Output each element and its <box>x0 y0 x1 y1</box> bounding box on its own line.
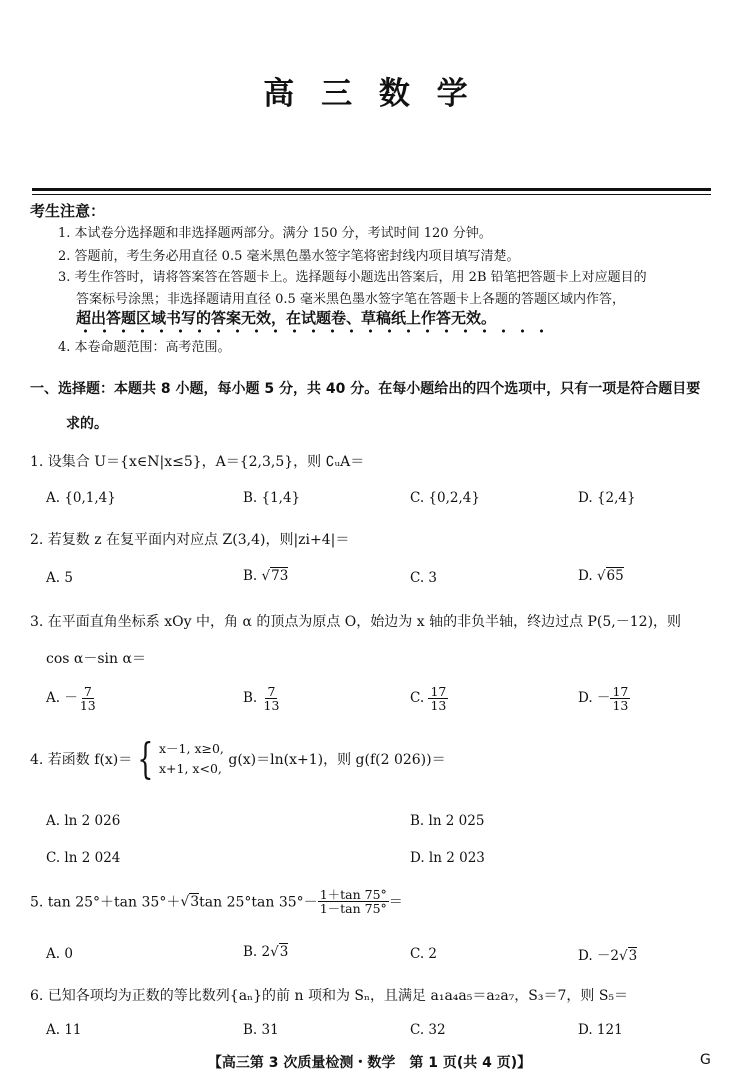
question-5-option-b-prefix: B. 2 <box>243 944 271 960</box>
question-3-option-c <box>410 685 448 712</box>
question-4-stem <box>30 734 446 783</box>
emphasis-dots <box>76 329 546 333</box>
fraction <box>610 685 630 712</box>
question-4-option-c: C. ln 2 024 <box>46 850 121 866</box>
sqrt-symbol: √3 <box>180 893 200 910</box>
sqrt-symbol: √3 <box>619 948 638 964</box>
question-5-stem <box>30 888 403 915</box>
question-1-option-c: C. {0,2,4} <box>410 490 480 506</box>
question-5-option-d <box>578 944 637 964</box>
numerator: 17 <box>612 684 629 699</box>
question-2-option-a: A. 5 <box>46 570 73 586</box>
question-4-option-b: B. ln 2 025 <box>410 813 485 829</box>
question-3-stem-cont: cos α－sin α＝ <box>46 651 146 667</box>
sqrt-symbol: √3 <box>270 944 289 960</box>
numerator: 7 <box>267 684 276 699</box>
question-4-option-d: D. ln 2 023 <box>410 850 485 866</box>
left-brace: { <box>137 734 154 783</box>
question-5-radicand: 3 <box>190 893 200 910</box>
question-5-option-b <box>243 944 288 960</box>
question-3-option-d <box>578 685 630 712</box>
question-2-option-d-radicand: 65 <box>606 568 624 584</box>
question-5-option-d-prefix: D. －2 <box>578 948 620 964</box>
fraction <box>262 685 282 712</box>
question-1-stem: 1. 设集合 U＝{x∈N|x≤5}，A＝{2,3,5}，则 ∁ᵤA＝ <box>30 454 365 470</box>
question-2-option-b-prefix: B. <box>243 568 262 584</box>
question-6-stem: 6. 已知各项均为正数的等比数列{aₙ}的前 n 项和为 Sₙ，且满足 a₁a₄a₅＝a₂a₇，S₃＝7，则 S₅＝ <box>30 988 629 1004</box>
question-5-option-c: C. 2 <box>410 946 438 962</box>
question-1-option-b: B. {1,4} <box>243 490 301 506</box>
header-rule-thick <box>32 188 711 191</box>
piece-case-2: x+1, x<0, <box>159 761 222 776</box>
question-6-option-a: A. 11 <box>46 1022 82 1038</box>
numerator: 1＋tan 75° <box>319 887 387 902</box>
question-5-option-a: A. 0 <box>46 946 73 962</box>
notice-item-2: 2. 答题前，考生务必用直径 0.5 毫米黑色墨水签字笔将密封线内项目填写清楚。 <box>58 249 520 264</box>
question-5-stem-c: ＝ <box>388 894 403 911</box>
denominator: 13 <box>612 698 629 714</box>
notice-item-3-emphasis: 超出答题区域书写的答案无效，在试题卷、草稿纸上作答无效。 <box>76 309 497 327</box>
question-4-stem-prefix: 4. 若函数 f(x)＝ <box>30 752 133 768</box>
fraction <box>78 685 98 712</box>
question-2-stem: 2. 若复数 z 在复平面内对应点 Z(3,4)，则|zi+4|＝ <box>30 532 350 548</box>
piecewise-cases <box>159 739 224 779</box>
question-2-option-b-radicand: 73 <box>271 568 289 584</box>
piece-case-1: x－1, x≥0, <box>159 741 224 756</box>
denominator: 1－tan 75° <box>319 901 387 917</box>
notice-item-1: 1. 本试卷分选择题和非选择题两部分。满分 150 分，考试时间 120 分钟。 <box>58 226 492 241</box>
question-3-option-b <box>243 685 281 712</box>
question-6-option-d: D. 121 <box>578 1022 623 1038</box>
notice-heading: 考生注意： <box>30 202 106 220</box>
page-title: 高 三 数 学 <box>263 76 476 112</box>
question-2-option-d-prefix: D. <box>578 568 597 584</box>
question-2-option-b <box>243 568 288 584</box>
section-heading: 一、选择题：本题共 8 小题，每小题 5 分，共 40 分。在每小题给出的四个选项中，只有一项是符合题目要 <box>30 381 701 397</box>
question-3-option-a <box>46 685 98 712</box>
version-mark: G <box>700 1052 711 1068</box>
fraction <box>318 888 389 915</box>
question-1-option-d: D. {2,4} <box>578 490 636 506</box>
page-footer: 【高三第 3 次质量检测・数学 第 1 页(共 4 页)】 <box>207 1055 532 1071</box>
question-2-option-d <box>578 568 624 584</box>
question-4-stem-suffix: g(x)＝ln(x+1)，则 g(f(2 026))＝ <box>223 752 446 768</box>
sqrt-symbol: √65 <box>596 568 624 584</box>
question-6-option-b: B. 31 <box>243 1022 279 1038</box>
denominator: 13 <box>79 698 96 714</box>
fraction <box>428 685 448 712</box>
question-3-option-c-prefix: C. <box>410 690 429 707</box>
question-3-option-d-prefix: D. － <box>578 690 611 707</box>
question-3-option-a-prefix: A. － <box>46 690 78 707</box>
sqrt-symbol: √73 <box>261 568 289 584</box>
denominator: 13 <box>263 698 280 714</box>
question-5-option-b-radicand: 3 <box>279 944 289 960</box>
numerator: 17 <box>430 684 447 699</box>
header-rule-thin <box>32 194 711 195</box>
question-5-stem-a: 5. tan 25°＋tan 35°＋ <box>30 894 181 911</box>
numerator: 7 <box>83 684 92 699</box>
question-4-option-a: A. ln 2 026 <box>46 813 121 829</box>
question-5-stem-b: tan 25°tan 35°－ <box>199 894 318 911</box>
question-5-option-d-radicand: 3 <box>628 948 638 964</box>
denominator: 13 <box>430 698 447 714</box>
notice-item-3-cont: 答案标号涂黑；非选择题请用直径 0.5 毫米黑色墨水签字笔在答题卡上各题的答题区域内作答， <box>76 292 625 307</box>
question-1-option-a: A. {0,1,4} <box>46 490 116 506</box>
question-3-stem: 3. 在平面直角坐标系 xOy 中，角 α 的顶点为原点 O，始边为 x 轴的非负半轴，终边过点 P(5,－12)，则 <box>30 614 682 630</box>
notice-item-3: 3. 考生作答时，请将答案答在答题卡上。选择题每小题选出答案后，用 2B 铅笔把答题卡上对应题目的 <box>58 270 647 285</box>
question-6-option-c: C. 32 <box>410 1022 446 1038</box>
section-heading-cont: 求的。 <box>66 416 108 432</box>
question-3-option-b-prefix: B. <box>243 690 262 707</box>
notice-item-4: 4. 本卷命题范围：高考范围。 <box>58 340 231 355</box>
question-2-option-c: C. 3 <box>410 570 438 586</box>
